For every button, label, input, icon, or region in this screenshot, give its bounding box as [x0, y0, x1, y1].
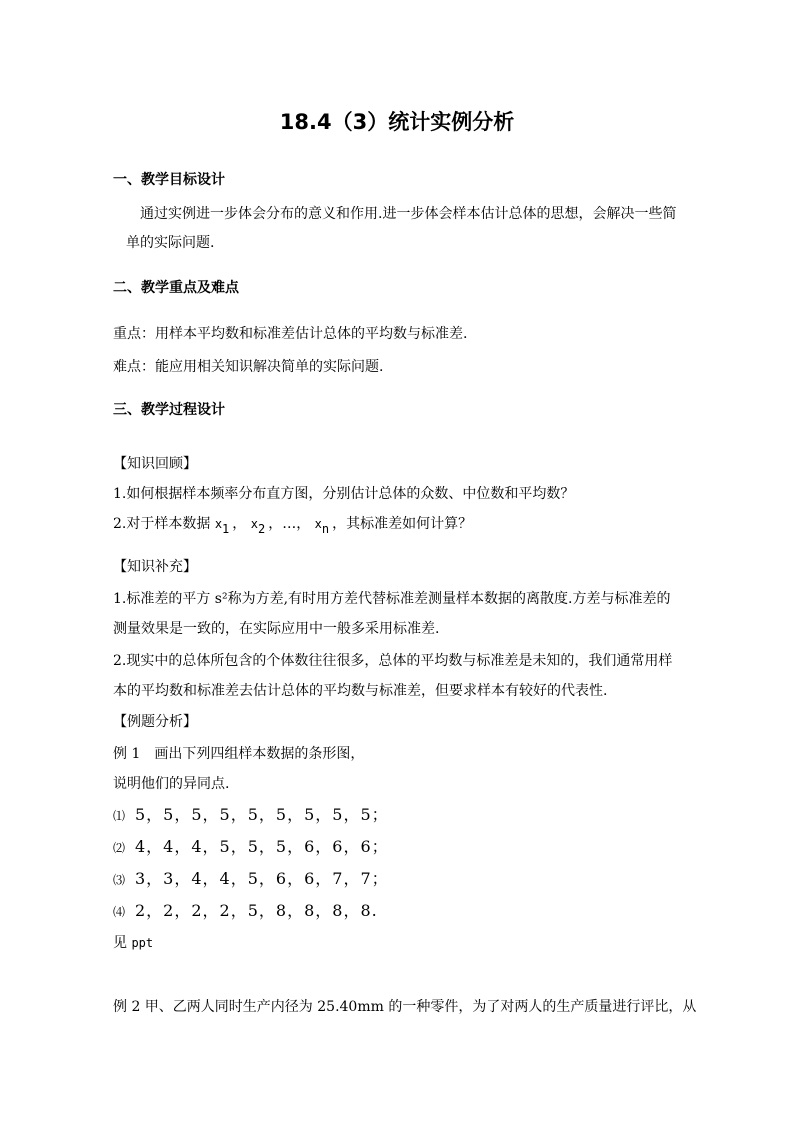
- review-question-2-suffix: ，其标准差如何计算？: [332, 516, 473, 532]
- sample-xn: xn: [314, 517, 330, 536]
- data-set-3: [113, 870, 389, 889]
- examples-label: 【例题分析】: [113, 714, 197, 730]
- sample-x2: x2: [250, 517, 266, 536]
- section-heading-process: 三、教学过程设计: [113, 402, 225, 418]
- data-set-3-values: 3，3，4，4，5，6，6，7，7；: [135, 869, 389, 888]
- supplement-text-2a: 2.现实中的总体所包含的个体数往往很多，总体的平均数与标准差是未知的，我们通常用样: [113, 653, 673, 669]
- supplement-text-1a: 1.标准差的平方 s²称为方差,有时用方差代替标准差测量样本数据的离散度.方差与标准差的: [113, 591, 671, 607]
- goals-text-line2: 单的实际问题.: [126, 235, 215, 251]
- review-question-2: 2.对于样本数据 x1 ， x2 ，…， xn ，其标准差如何计算？: [113, 516, 473, 536]
- document-title: 18.4（3）统计实例分析: [279, 110, 515, 134]
- example-2-text: 例 2 甲、乙两人同时生产内径为 25.40mm 的一种零件，为了对两人的生产质量进行评比，从: [113, 999, 697, 1015]
- sample-x1: x1: [214, 517, 230, 536]
- supplement-text-1b: 测量效果是一致的，在实际应用中一般多采用标准差.: [113, 621, 440, 637]
- example-1-line1: 例 1 画出下列四组样本数据的条形图，: [113, 746, 365, 762]
- data-set-1-values: 5，5，5，5，5，5，5，5，5；: [135, 805, 389, 824]
- data-set-1: [113, 806, 389, 825]
- data-set-4: [113, 902, 378, 921]
- key-point-text: 重点：用样本平均数和标准差估计总体的平均数与标准差.: [113, 326, 468, 342]
- supplement-label: 【知识补充】: [113, 559, 197, 575]
- review-question-1: 1.如何根据样本频率分布直方图，分别估计总体的众数、中位数和平均数？: [113, 486, 575, 502]
- data-set-4-label: ⑷: [113, 905, 126, 919]
- goals-text-line1: 通过实例进一步体会分布的意义和作用.进一步体会样本估计总体的思想，会解决一些简: [140, 206, 677, 222]
- review-question-2-prefix: 2.对于样本数据: [113, 516, 211, 532]
- section-heading-keypoints: 二、教学重点及难点: [113, 280, 239, 296]
- supplement-text-2b: 本的平均数和标准差去估计总体的平均数与标准差，但要求样本有较好的代表性.: [113, 683, 608, 699]
- data-set-4-values: 2，2，2，2，5，8，8，8，8.: [135, 901, 378, 920]
- example-1-line2: 说明他们的异同点.: [113, 776, 230, 792]
- review-label: 【知识回顾】: [113, 456, 197, 472]
- data-set-3-label: ⑶: [113, 873, 126, 887]
- data-set-2-values: 4，4，4，5，5，5，6，6，6；: [135, 837, 389, 856]
- see-ppt-note: 见 ppt: [113, 935, 154, 951]
- difficult-point-text: 难点：能应用相关知识解决简单的实际问题.: [113, 359, 384, 375]
- data-set-1-label: ⑴: [113, 809, 126, 823]
- data-set-2: [113, 838, 389, 857]
- data-set-2-label: ⑵: [113, 841, 126, 855]
- section-heading-goals: 一、教学目标设计: [113, 172, 225, 188]
